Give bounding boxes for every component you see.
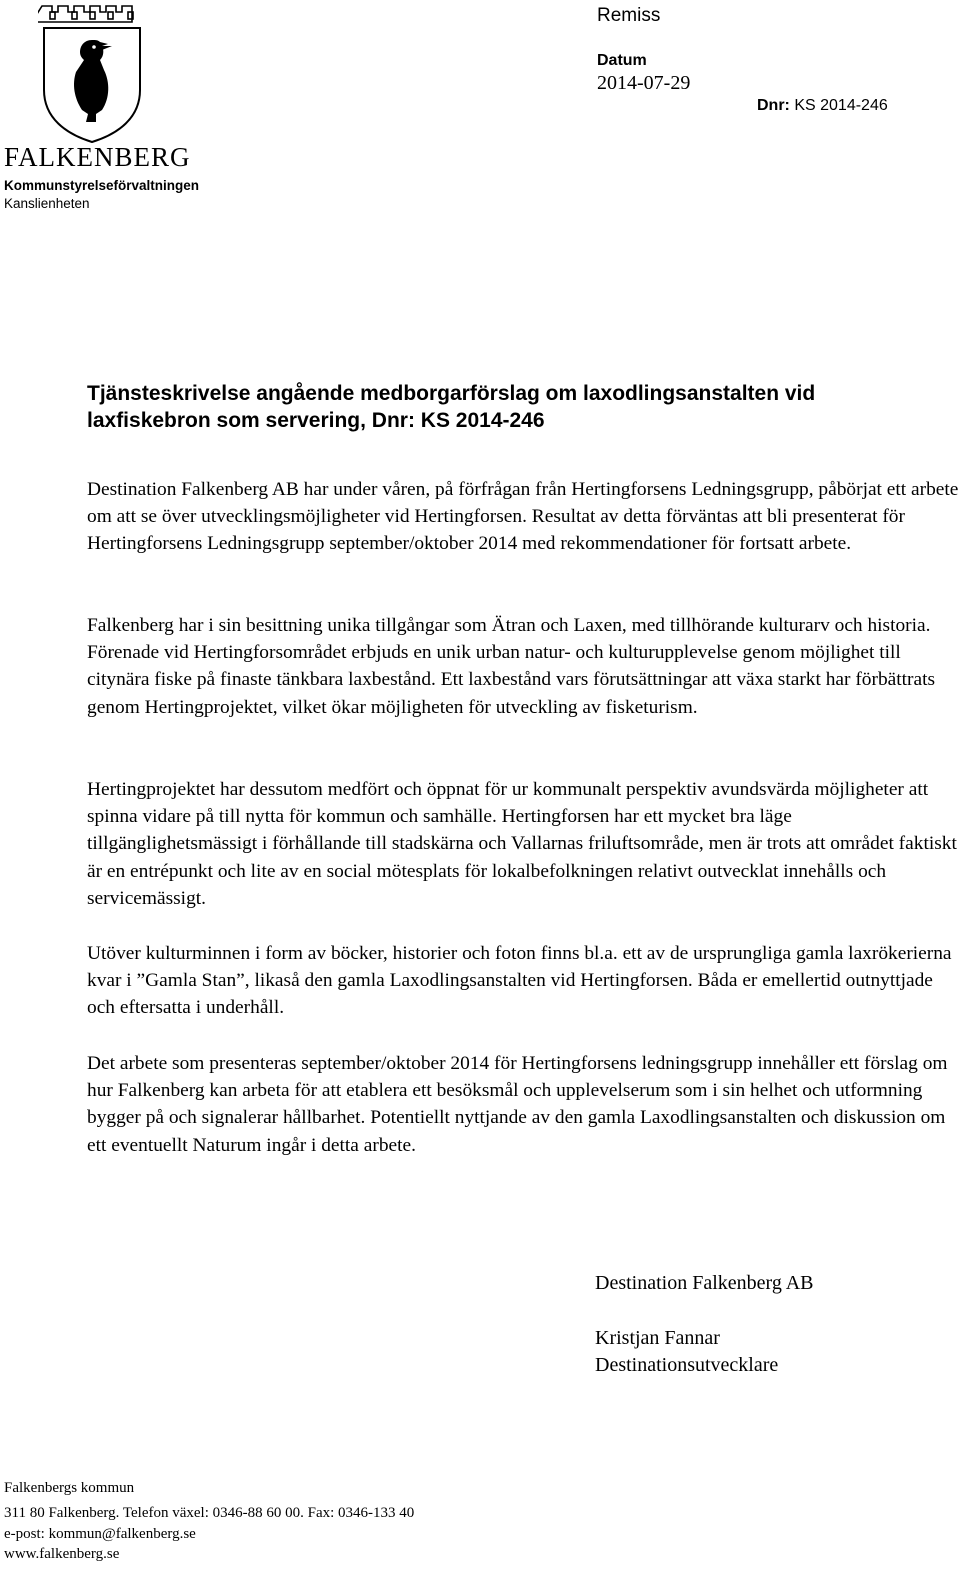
dnr-label: Dnr: xyxy=(757,97,790,114)
coat-of-arms-icon xyxy=(38,2,146,144)
signature-organization: Destination Falkenberg AB xyxy=(595,1272,814,1294)
department-name: Kommunstyrelseförvaltningen xyxy=(4,178,200,193)
footer-website: www.falkenberg.se xyxy=(4,1546,120,1562)
document-title: Tjänsteskrivelse angående medborgarförslag om laxodlingsanstalten vid laxfiskebron som servering, Dnr: KS 2014-246 xyxy=(87,382,816,432)
body-paragraph: Falkenberg har i sin besittning unika tillgångar som Ätran och Laxen, med tillhörande kulturarv och historia. Förenade vid Hertingforsområdet erbjuds en unik urban natur- och kulturupplevelse genom möjlighet till citynära fiske på finaste tänkbara laxbestånd. Ett laxbestånd vars förutsättningar att växa starkt har förbättrats genom Hertingprojektet, vilket ökar möjligheten för utveckling av fisketurism. xyxy=(87,615,936,718)
body-paragraph: Det arbete som presenteras september/oktober 2014 för Hertingforsens ledningsgrupp innehåller ett förslag om hur Falkenberg kan arbeta för att etablera ett besöksmål och upplevelserum som i sin helhet och utformning bygger på och signalerar hållbarhet. Potentiellt nyttjande av den gamla Laxodlingsanstalten och diskussion om ett eventuellt Naturum ingår i detta arbete. xyxy=(87,1053,948,1156)
dnr-value: KS 2014-246 xyxy=(794,97,888,114)
diary-number xyxy=(757,97,888,115)
signature-name: Kristjan Fannar xyxy=(595,1327,720,1349)
date-value: 2014-07-29 xyxy=(597,72,691,94)
document-type: Remiss xyxy=(597,5,661,26)
footer-org: Falkenbergs kommun xyxy=(4,1480,135,1496)
footer-address: 311 80 Falkenberg. Telefon växel: 0346-88 60 00. Fax: 0346-133 40 xyxy=(4,1505,415,1521)
body-paragraph: Destination Falkenberg AB har under våren, på förfrågan från Hertingforsens Ledningsgrupp, påbörjat ett arbete om att se över utvecklingsmöjligheter vid Hertingforsen. Resultat av detta förväntas att bli presenterat för Hertingforsens Ledningsgrupp september/oktober 2014 med rekommendationer för fortsatt arbete. xyxy=(87,479,959,555)
logo-wordmark: FALKENBERG xyxy=(4,142,191,172)
body-paragraph: Hertingprojektet har dessutom medfört och öppnat för ur kommunalt perspektiv avundsvärda möjligheter att spinna vidare på till nytta för kommun och samhälle. Hertingforsen har ett mycket bra läge tillgänglighetsmässigt i förhållande till stadskärna och Vallarnas friluftsområde, men är trots att området faktiskt är en entrépunkt och lite av en social mötesplats för lokalbefolkningen relativt outvecklat innehålls och servicemässigt. xyxy=(87,779,957,909)
signature-role: Destinationsutvecklare xyxy=(595,1354,779,1376)
unit-name: Kanslienheten xyxy=(4,196,90,211)
footer-email: e-post: kommun@falkenberg.se xyxy=(4,1526,196,1542)
body-paragraph: Utöver kulturminnen i form av böcker, historier och foton finns bl.a. ett av de ursprungliga gamla laxrökerierna kvar i ”Gamla Stan”, likaså den gamla Laxodlingsanstalten vid Hertingforsen. Båda er emellertid outnyttjade och eftersatta i underhåll. xyxy=(87,943,952,1019)
date-label: Datum xyxy=(597,52,647,69)
